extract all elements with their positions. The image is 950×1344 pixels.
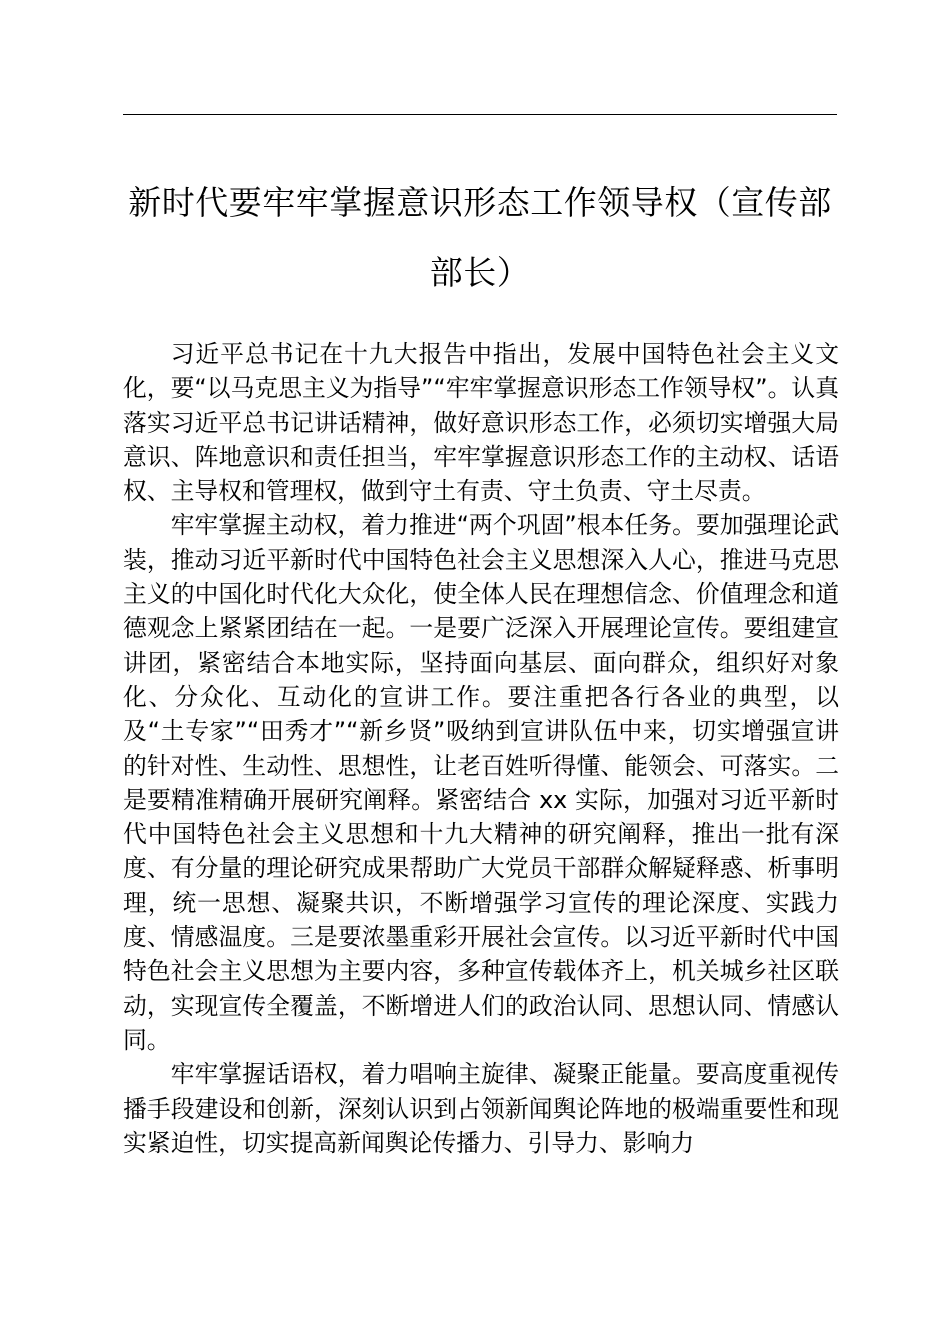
paragraph-discourse: 牢牢掌握话语权，着力唱响主旋律、凝聚正能量。要高度重视传播手段建设和创新，深刻认识到占领新闻舆论阵地的极端重要性和现实紧迫性，切实提高新闻舆论传播力、引导力、影响力 bbox=[123, 1060, 839, 1157]
paragraph-initiative: 牢牢掌握主动权，着力推进“两个巩固”根本任务。要加强理论武装，推动习近平新时代中国特色社会主义思想深入人心，推进马克思主义的中国化时代化大众化，使全体人民在理想信念、价值理念和道德观念上紧紧团结在一起。一是要广泛深入开展理论宣传。要组建宣讲团，紧密结合本地实际，坚持面向基层、面向群众，组织好对象化、分众化、互动化的宣讲工作。要注重把各行各业的典型，以及“土专家”“田秀才”“新乡贤”吸纳到宣讲队伍中来，切实增强宣讲的针对性、生动性、思想性，让老百姓听得懂、能领会、可落实。二是要精准精确开展研究阐释。紧密结合 xx 实际，加强对习近平新时代中国特色社会主义思想和十九大精神的研究阐释，推出一批有深度、有分量的理论研究成果帮助广大党员干部群众解疑释惑、析事明理，统一思想、凝聚共识，不断增强学习宣传的理论深度、实践力度、情感温度。三是要浓墨重彩开展社会宣传。以习近平新时代中国特色社会主义思想为主要内容，多种宣传载体齐上，机关城乡社区联动，实现宣传全覆盖，不断增进人们的政治认同、思想认同、情感认同。 bbox=[123, 511, 839, 1054]
paragraph-intro: 习近平总书记在十九大报告中指出，发展中国特色社会主义文化，要“以马克思主义为指导”“牢牢掌握意识形态工作领导权”。认真落实习近平总书记讲话精神，做好意识形态工作，必须切实增强大局意识、阵地意识和责任担当，牢牢掌握意识形态工作的主动权、话语权、主导权和管理权，做到守土有责、守土负责、守土尽责。 bbox=[123, 340, 839, 506]
document-body bbox=[123, 337, 839, 1160]
document-title: 新时代要牢牢掌握意识形态工作领导权（宣传部部长） bbox=[128, 183, 832, 292]
header-rule bbox=[123, 114, 837, 115]
